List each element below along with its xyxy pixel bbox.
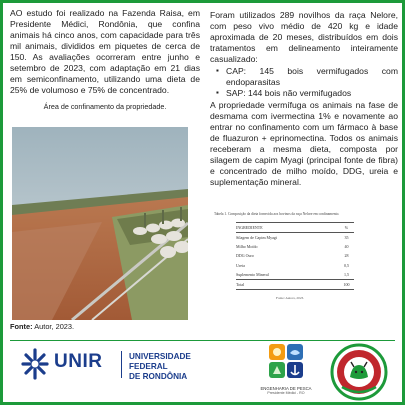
total-value: 100	[339, 279, 354, 289]
left-column	[10, 8, 200, 114]
footer-divider	[10, 340, 395, 341]
engineering-name: ENGENHARIA DE PESCA	[260, 386, 312, 391]
diet-table	[236, 222, 354, 290]
list-item: ▪ CAP: 145 bois vermifugados com endoparasitas	[216, 66, 398, 88]
ingredient-value: 1,5	[343, 271, 349, 277]
list-item: ▪ SAP: 144 bois não vermifugados	[216, 88, 398, 99]
total-label: Total	[236, 279, 339, 289]
right-column	[210, 10, 398, 188]
zootecnia-emblem-icon	[330, 343, 388, 401]
engenharia-de-pesca-brand	[256, 343, 316, 399]
engineering-place: Presidente Médici - RO	[267, 391, 305, 395]
table-row	[236, 251, 354, 260]
table-header-row	[236, 223, 354, 233]
table-total-row	[236, 279, 354, 289]
treatment-list	[216, 66, 398, 99]
ingredient-name: Ureia	[236, 262, 245, 268]
intro-paragraph: AO estudo foi realizado na Fazenda Raisa, em Presidente Médici, Rondônia, que confina animais há cinco anos, com capacidade para três mil animais, divididos em piquetes de cerca de 150. As avaliações ocorreram entre junho e setembro de 2023, com adaptação em 21 dias em semiconfinamento, utilizando uma dieta de 25% de volumoso e 75% de concentrado.	[10, 8, 200, 95]
unir-star-logo-icon	[20, 347, 50, 381]
table-row	[236, 261, 354, 270]
table-row	[236, 233, 354, 243]
ingredient-name: Silagem de Capim Myagi	[236, 235, 277, 241]
unir-separator	[121, 351, 122, 378]
methods-paragraph: Foram utilizados 289 novilhos da raça Nelore, com peso vivo médio de 420 kg e idade aproximada de 20 meses, distribuídos em dois tratamentos em delineamento inteiramente casualizado:	[210, 10, 398, 64]
table-row	[236, 270, 354, 280]
engenharia-de-pesca-logo-icon	[268, 343, 304, 379]
ingredient-value: 28	[344, 253, 349, 259]
photo-caption: Área de confinamento da propriedade.	[43, 102, 167, 111]
table-row	[236, 242, 354, 251]
zootecnia-brand	[330, 343, 388, 401]
diet-table-block	[214, 212, 398, 337]
ingredient-name: DDG Ouro	[236, 253, 254, 259]
source-label: Fonte:	[10, 322, 33, 331]
table-source: Fonte: Autora, 2023.	[276, 296, 305, 301]
unir-brand	[20, 347, 230, 381]
source-text: Autor, 2023.	[32, 322, 75, 331]
deworming-paragraph: A propriedade vermífuga os animais na fase de desmama com ivermectina 1% e novamente ao entrar no confinamento com um fármaco à base de fluazuron + eprinomectina. Todos os animais receberam a mesma dieta, composta por silagem de capim Myagi (principal fonte de fibra) e concentrado de milho moído, DDG, ureia e suplementação mineral.	[210, 100, 398, 187]
unir-acronym: UNIR	[54, 351, 103, 372]
university-name-line1: UNIVERSIDADE FEDERAL	[129, 352, 191, 371]
header-percent: %	[339, 223, 354, 233]
ingredient-value: 40	[344, 244, 349, 250]
ingredient-name: Suplemento Mineral	[236, 271, 269, 277]
ingredient-name: Milho Moído	[236, 244, 258, 250]
header-ingredient: INGREDIENTE	[236, 223, 339, 233]
photo-source	[10, 322, 74, 331]
table-caption: Tabela 1. Composição da dieta fornecida aos bovinos da raça Nelore em confinamento.	[214, 212, 340, 216]
university-name	[129, 352, 230, 382]
ingredient-value: 0,5	[343, 262, 349, 268]
ingredient-value: 35	[344, 235, 349, 241]
university-name-line2: DE RONDÔNIA	[129, 371, 188, 381]
feedlot-photo-illustration	[12, 127, 188, 320]
feedlot-photo	[12, 127, 188, 320]
